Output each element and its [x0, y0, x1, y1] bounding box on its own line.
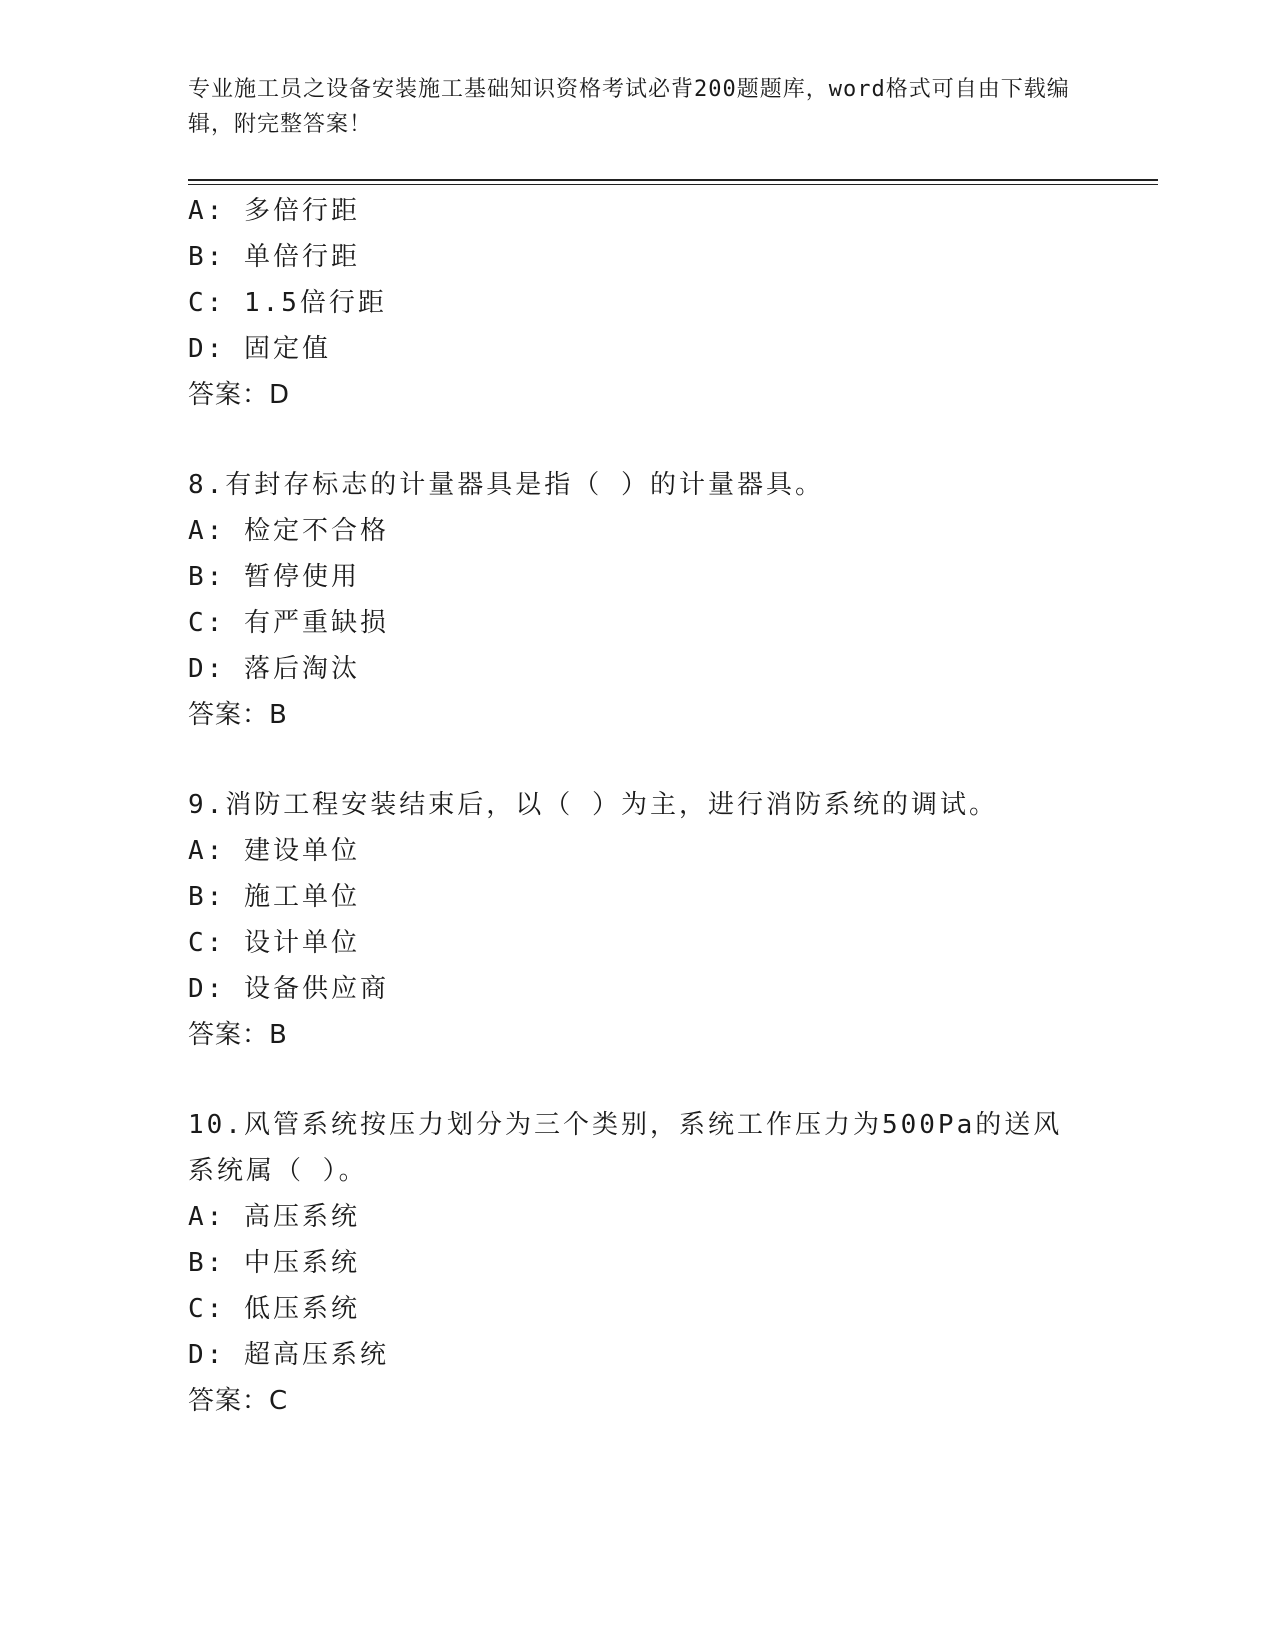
answer: 答案：B — [188, 1020, 288, 1050]
question-9-block — [188, 782, 1088, 1058]
option-b: B: 施工单位 — [188, 882, 360, 912]
option-d: D: 落后淘汰 — [188, 654, 360, 684]
option-d: D: 设备供应商 — [188, 974, 389, 1004]
option-c: C: 有严重缺损 — [188, 608, 389, 638]
question-stem: 10.风管系统按压力划分为三个类别，系统工作压力为500Pa的送风系统属（ ）。 — [188, 1110, 1063, 1186]
question-stem: 9.消防工程安装结束后，以（ ）为主，进行消防系统的调试。 — [188, 790, 998, 820]
option-d: D: 固定值 — [188, 334, 331, 364]
option-b: B: 单倍行距 — [188, 242, 360, 272]
document-header: 专业施工员之设备安装施工基础知识资格考试必背200题题库，word格式可自由下载编辑，附完整答案！ — [188, 77, 1070, 137]
question-list — [188, 188, 1088, 1424]
question-7-block — [188, 188, 1088, 418]
spacer — [188, 418, 1088, 462]
spacer — [188, 1058, 1088, 1102]
header-divider — [188, 179, 1158, 185]
question-8-block — [188, 462, 1088, 738]
answer: 答案：B — [188, 700, 288, 730]
spacer — [188, 738, 1088, 782]
option-c: C: 设计单位 — [188, 928, 360, 958]
option-a: A: 多倍行距 — [188, 196, 360, 226]
option-a: A: 高压系统 — [188, 1202, 360, 1232]
answer: 答案：D — [188, 380, 291, 410]
question-stem: 8.有封存标志的计量器具是指（ ）的计量器具。 — [188, 470, 824, 500]
option-b: B: 中压系统 — [188, 1248, 360, 1278]
option-a: A: 建设单位 — [188, 836, 360, 866]
option-b: B: 暂停使用 — [188, 562, 360, 592]
answer: 答案：C — [188, 1386, 289, 1416]
option-c: C: 1.5倍行距 — [188, 288, 387, 318]
option-a: A: 检定不合格 — [188, 516, 389, 546]
option-d: D: 超高压系统 — [188, 1340, 389, 1370]
option-c: C: 低压系统 — [188, 1294, 360, 1324]
question-10-block — [188, 1102, 1088, 1424]
